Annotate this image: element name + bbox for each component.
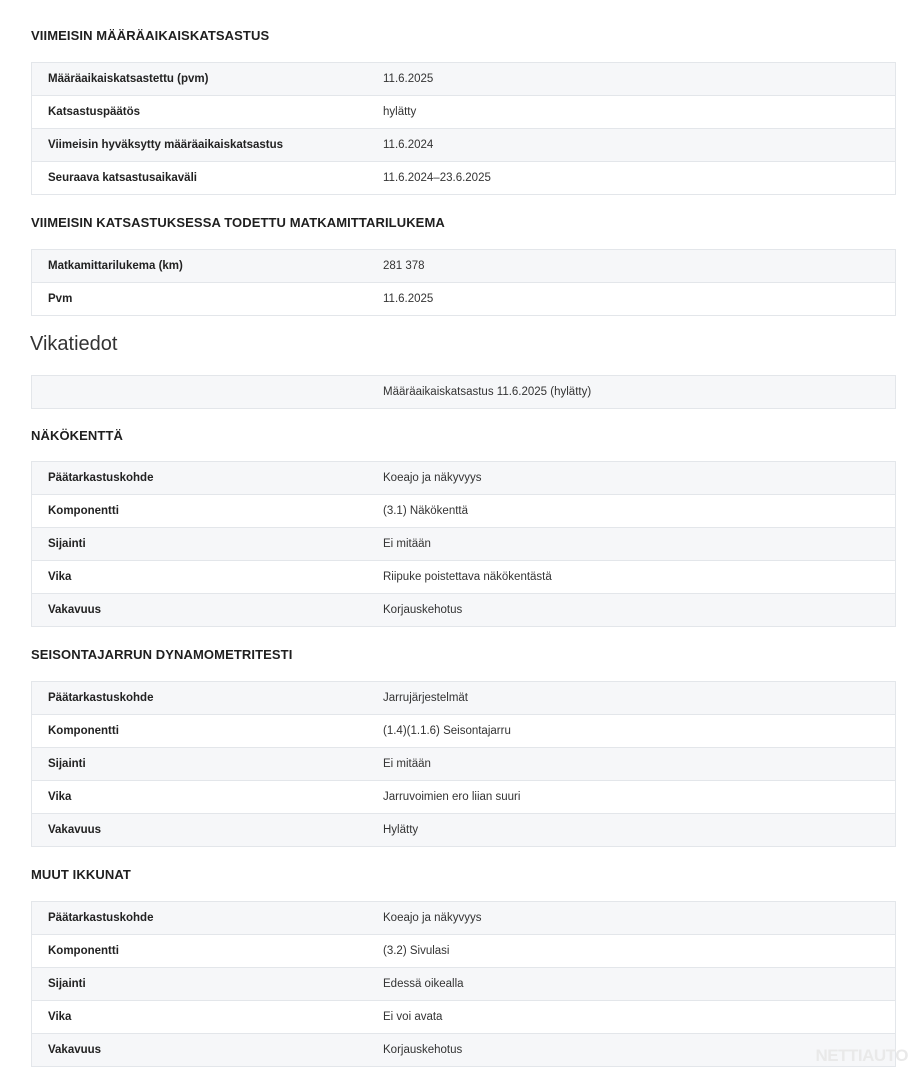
fault-group-heading: MUUT IKKUNAT (31, 867, 131, 882)
row-value: 281 378 (383, 250, 896, 283)
fault-group-table (31, 461, 896, 627)
table-row (32, 528, 896, 561)
row-label: Päätarkastuskohde (32, 462, 384, 495)
row-label: Matkamittarilukema (km) (32, 250, 384, 283)
row-value: (1.4)(1.1.6) Seisontajarru (383, 715, 896, 748)
table-row (32, 935, 896, 968)
row-value: Koeajo ja näkyvyys (383, 462, 896, 495)
row-value: 11.6.2024 (383, 129, 896, 162)
table-row (32, 594, 896, 627)
table-row (32, 462, 896, 495)
row-label: Vakavuus (32, 594, 384, 627)
table-row (32, 748, 896, 781)
table-row (32, 968, 896, 1001)
table-row (32, 495, 896, 528)
row-value: Ei mitään (383, 528, 896, 561)
table-row (32, 561, 896, 594)
table-row (32, 63, 896, 96)
row-label: Vika (32, 1001, 384, 1034)
row-label: Seuraava katsastusaikaväli (32, 162, 384, 195)
row-value: Jarrujärjestelmät (383, 682, 896, 715)
row-value: Määräaikaiskatsastus 11.6.2025 (hylätty) (383, 376, 896, 409)
row-label: Päätarkastuskohde (32, 682, 384, 715)
row-label: Sijainti (32, 528, 384, 561)
table-row (32, 902, 896, 935)
row-value: Ei voi avata (383, 1001, 896, 1034)
row-value: hylätty (383, 96, 896, 129)
table-row (32, 250, 896, 283)
row-value: Koeajo ja näkyvyys (383, 902, 896, 935)
row-value: (3.2) Sivulasi (383, 935, 896, 968)
odometer-table (31, 249, 896, 316)
fault-group-heading: SEISONTAJARRUN DYNAMOMETRITESTI (31, 647, 293, 662)
row-label: Päätarkastuskohde (32, 902, 384, 935)
table-row (32, 814, 896, 847)
row-label: Komponentti (32, 495, 384, 528)
table-row (32, 129, 896, 162)
row-label: Viimeisin hyväksytty määräaikaiskatsastus (32, 129, 384, 162)
table-row (32, 1034, 896, 1067)
row-value: Korjauskehotus (383, 594, 896, 627)
row-value: Riipuke poistettava näkökentästä (383, 561, 896, 594)
row-label: Sijainti (32, 748, 384, 781)
table-row (32, 376, 896, 409)
row-label: Pvm (32, 283, 384, 316)
faults-summary-table (31, 375, 896, 409)
row-value: Hylätty (383, 814, 896, 847)
row-label: Sijainti (32, 968, 384, 1001)
table-row (32, 781, 896, 814)
row-label: Vika (32, 561, 384, 594)
fault-group-heading: NÄKÖKENTTÄ (31, 428, 123, 443)
row-value: 11.6.2025 (383, 63, 896, 96)
faults-heading: Vikatiedot (30, 333, 118, 355)
row-value: Jarruvoimien ero liian suuri (383, 781, 896, 814)
row-label: Katsastuspäätös (32, 96, 384, 129)
row-label: Vakavuus (32, 1034, 384, 1067)
row-label: Komponentti (32, 935, 384, 968)
row-value: Ei mitään (383, 748, 896, 781)
row-label: Vika (32, 781, 384, 814)
table-row (32, 283, 896, 316)
row-value: Korjauskehotus (383, 1034, 896, 1067)
row-label (32, 376, 384, 409)
table-row (32, 682, 896, 715)
row-value: Edessä oikealla (383, 968, 896, 1001)
fault-group-table (31, 681, 896, 847)
row-label: Vakavuus (32, 814, 384, 847)
table-row (32, 715, 896, 748)
table-row (32, 1001, 896, 1034)
fault-group-table (31, 901, 896, 1067)
inspection-table (31, 62, 896, 195)
row-value: 11.6.2024–23.6.2025 (383, 162, 896, 195)
odometer-heading: VIIMEISIN KATSASTUKSESSA TODETTU MATKAMITTARILUKEMA (31, 215, 445, 230)
watermark-logo: NETTIAUTO (815, 1046, 908, 1065)
row-label: Määräaikaiskatsastettu (pvm) (32, 63, 384, 96)
row-value: 11.6.2025 (383, 283, 896, 316)
row-label: Komponentti (32, 715, 384, 748)
inspection-heading: VIIMEISIN MÄÄRÄAIKAISKATSASTUS (31, 28, 270, 43)
row-value: (3.1) Näkökenttä (383, 495, 896, 528)
table-row (32, 96, 896, 129)
table-row (32, 162, 896, 195)
